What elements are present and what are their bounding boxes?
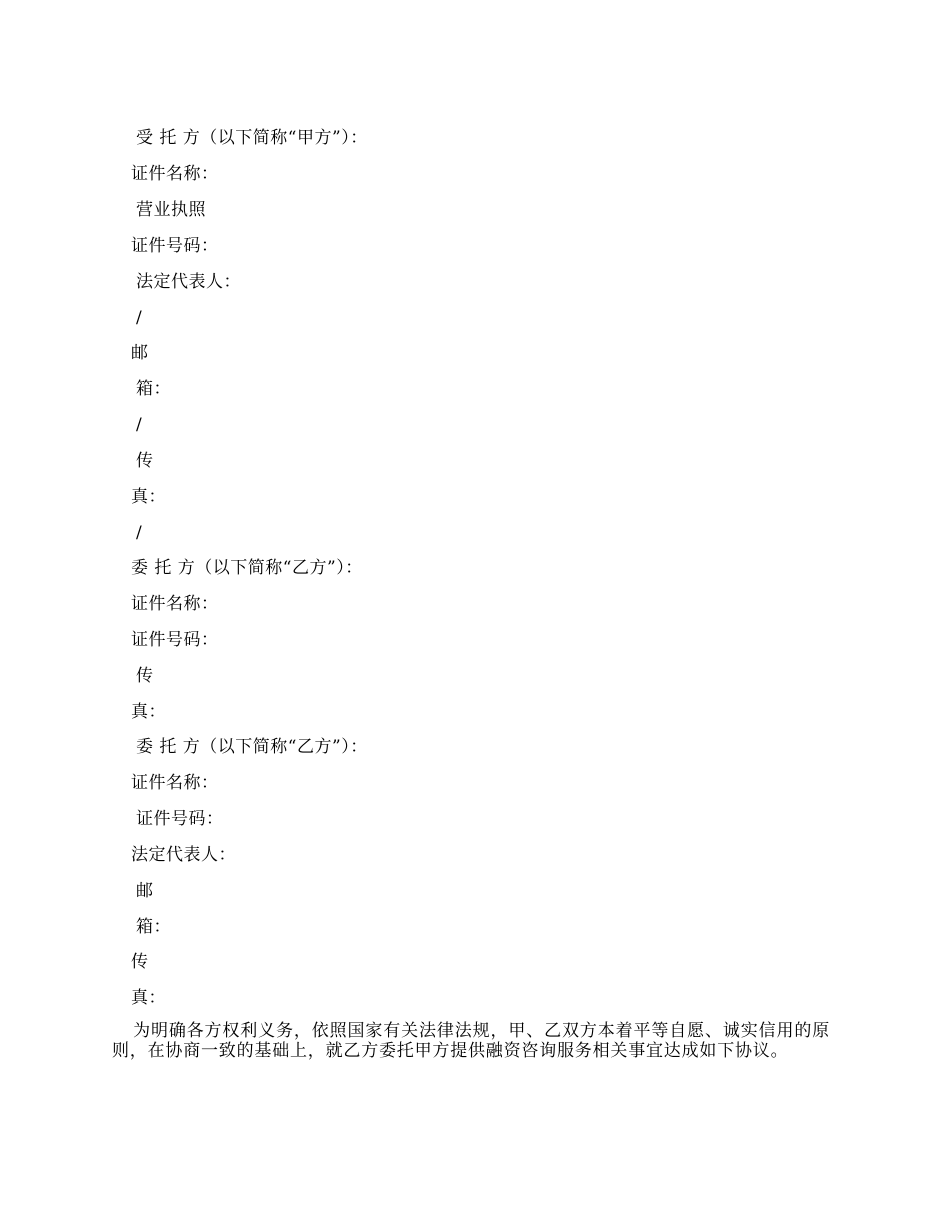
party-b-id-type-label: 证件名称： [131,594,219,614]
party-b-heading: 委 托 方（以下简称“乙方”）： [131,558,363,578]
agreement-intro-text: 为明确各方权利义务，依照国家有关法律法规，甲、乙双方本着平等自愿、诚实信用的原则，在协商一致的基础上，就乙方委托甲方提供融资咨询服务相关事宜达成如下协议。 [112,1021,830,1061]
party-a-heading: 受 托 方（以下简称“甲方”）： [136,128,368,148]
party-a-fax-label-part2: 真： [131,487,166,507]
party-a-fax-value: / [136,523,143,543]
party-b2-id-type-label: 证件名称： [131,773,219,793]
party-a-fax-label-part1: 传 [136,451,154,471]
party-b2-fax-label-part1: 传 [131,952,149,972]
party-a-email-label-part1: 邮 [131,343,149,363]
party-b2-email-label-part2: 箱： [136,917,171,937]
party-b-id-number-label: 证件号码： [131,630,219,650]
party-a-legal-rep-label: 法定代表人： [136,272,241,292]
party-a-id-type-label: 证件名称： [131,164,219,184]
party-b2-heading: 委 托 方（以下简称“乙方”）： [136,737,368,757]
party-a-id-number-label: 证件号码： [131,236,219,256]
party-a-email-value: / [136,415,143,435]
party-b-fax-label-part2: 真： [131,702,166,722]
agreement-intro-paragraph [112,1021,830,1061]
party-a-email-label-part2: 箱： [136,379,171,399]
party-b-fax-label-part1: 传 [136,666,154,686]
party-a-id-type-value: 营业执照 [136,200,206,220]
party-b2-email-label-part1: 邮 [136,881,154,901]
party-b2-id-number-label: 证件号码： [136,809,224,829]
party-b2-legal-rep-label: 法定代表人： [131,845,236,865]
party-b2-fax-label-part2: 真： [131,988,166,1008]
party-a-legal-rep-value: / [136,308,143,328]
